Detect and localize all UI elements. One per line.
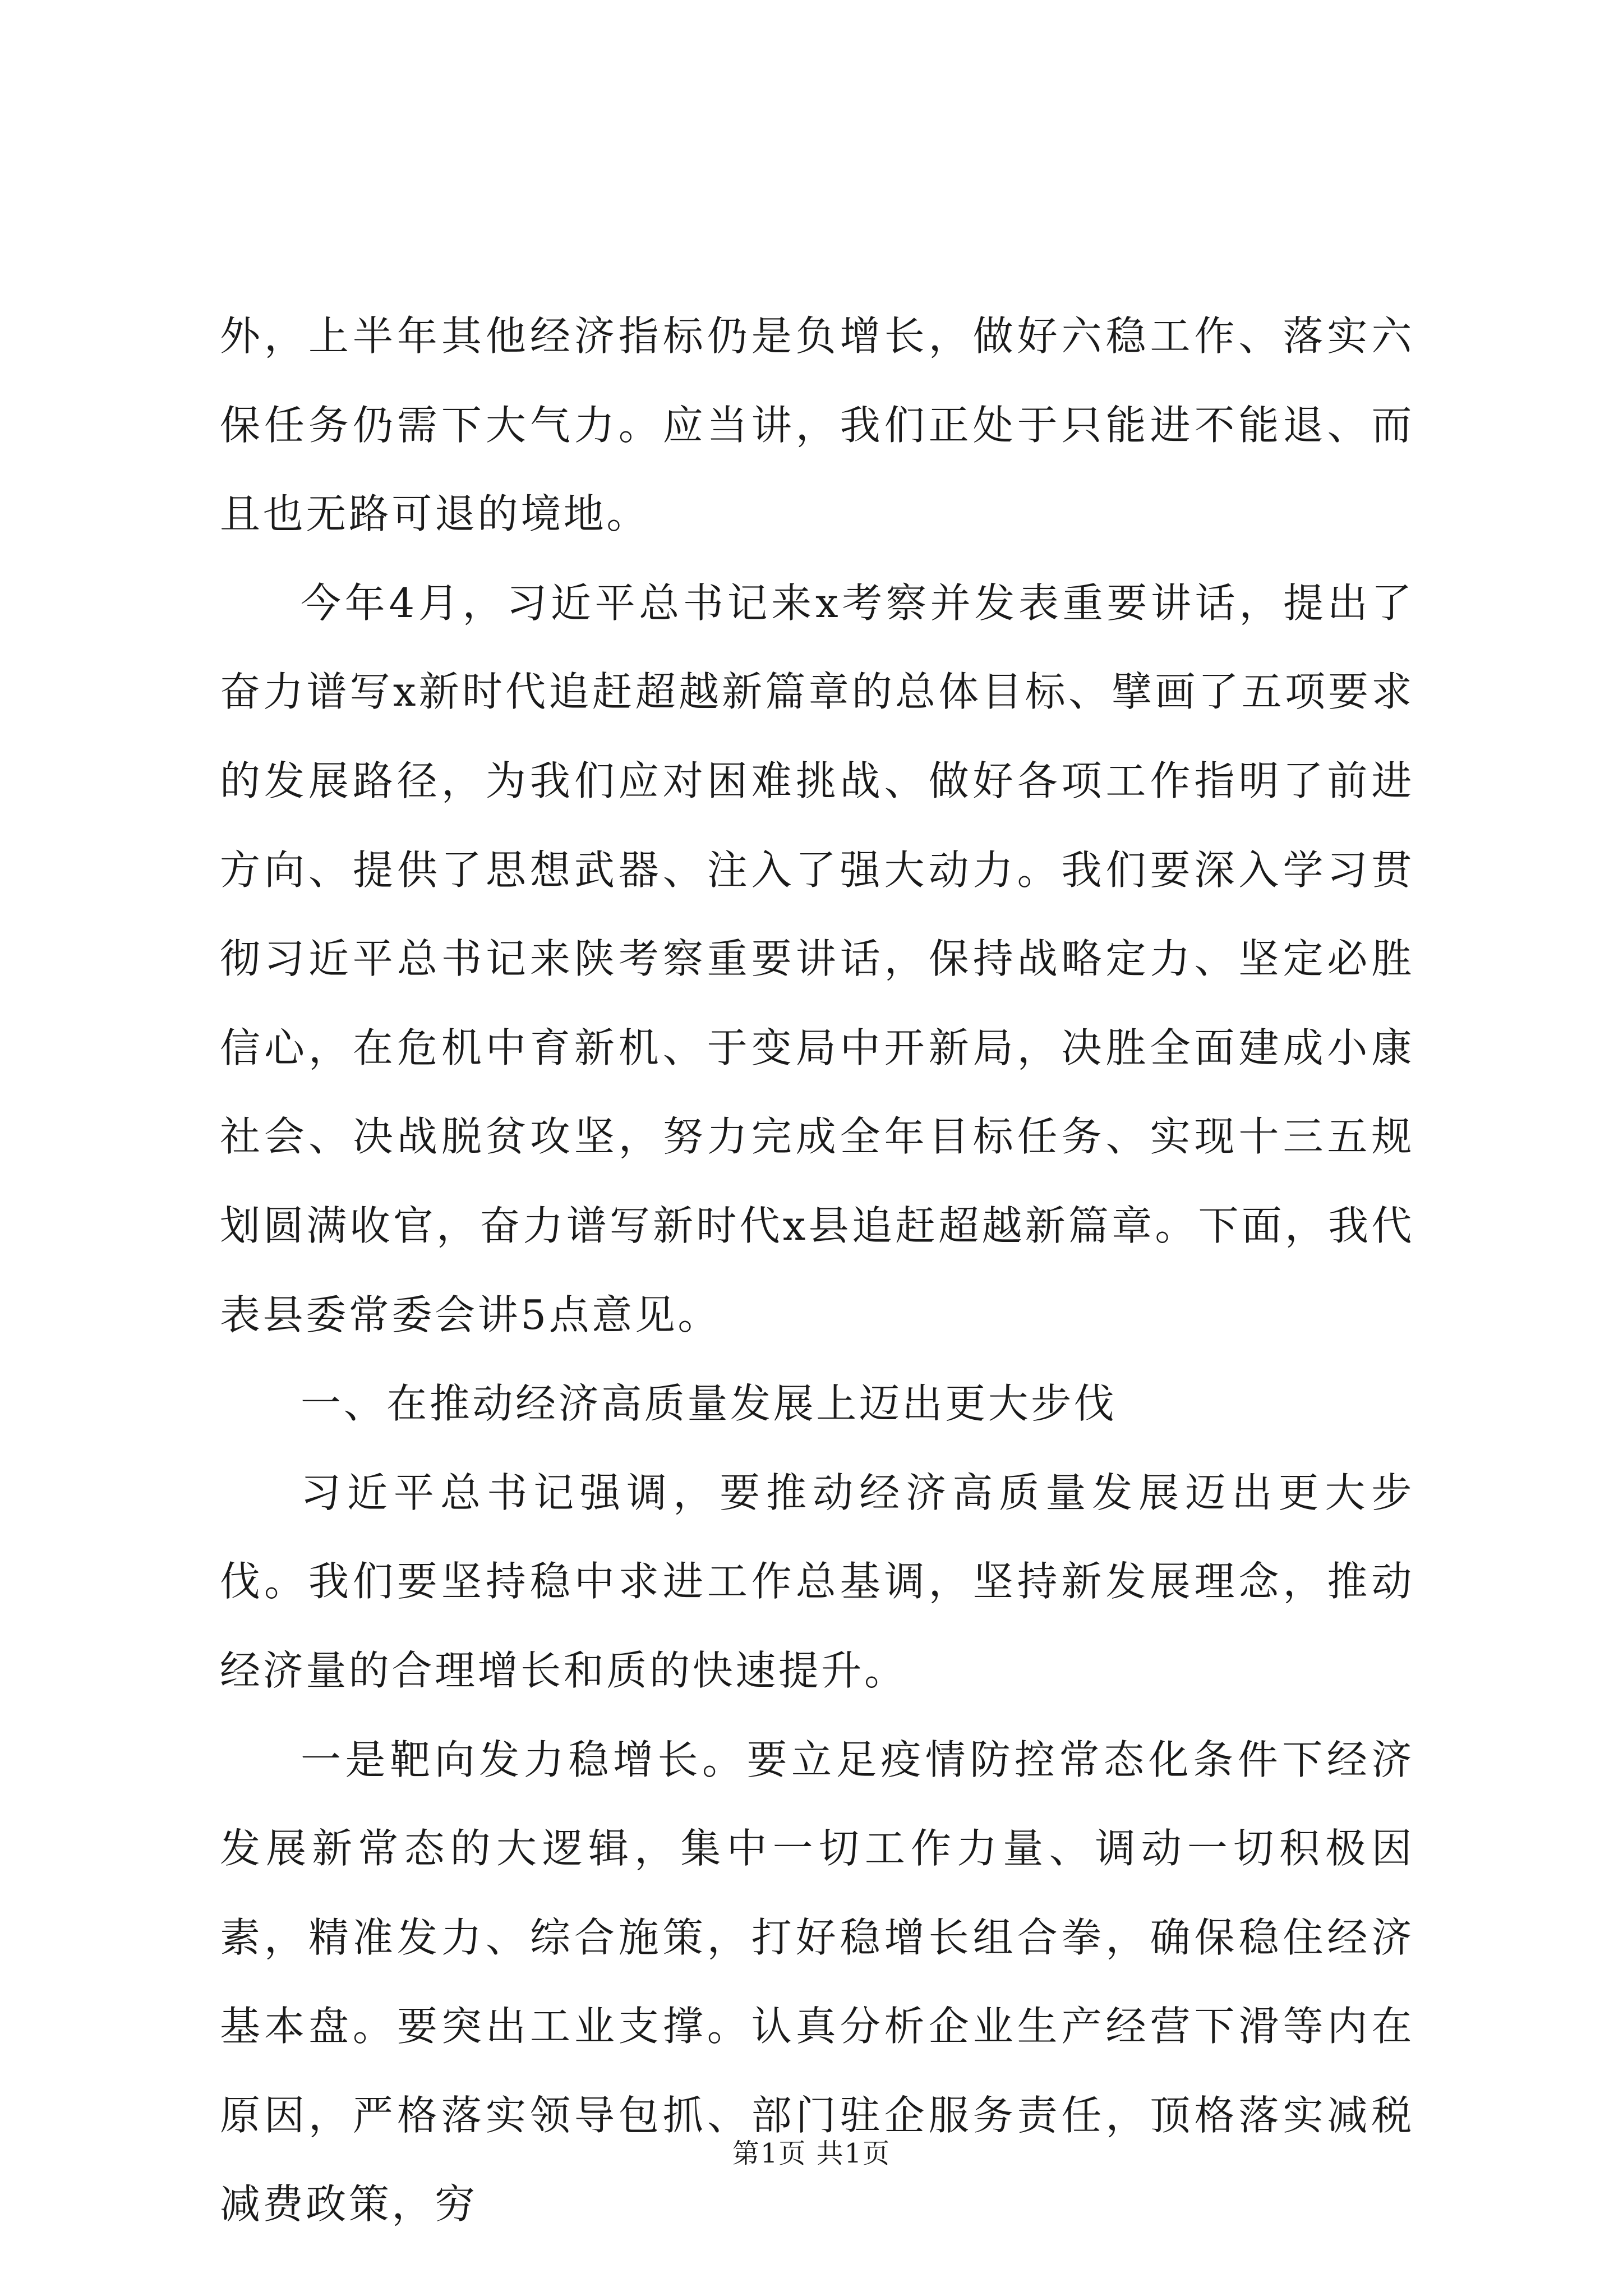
paragraph-intro: 今年4月，习近平总书记来x考察并发表重要讲话，提出了奋力谱写x新时代追赶超越新篇章的总体目标、擘画了五项要求的发展路径，为我们应对困难挑战、做好各项工作指明了前进方向、提供了思想武器、注入了强大动力。我们要深入学习贯彻习近平总书记来陕考察重要讲话，保持战略定力、坚定必胜信心，在危机中育新机、于变局中开新局，决胜全面建成小康社会、决战脱贫攻坚，努力完成全年目标任务、实现十三五规划圆满收官，奋力谱写新时代x县追赶超越新篇章。下面，我代表县委常委会讲5点意见。 (220, 579, 1414, 1338)
document-body (220, 292, 1414, 2249)
paragraph-point-one: 一是靶向发力稳增长。要立足疫情防控常态化条件下经济发展新常态的大逻辑，集中一切工作力量、调动一切积极因素，精准发力、综合施策，打好稳增长组合拳，确保稳住经济基本盘。要突出工业支撑。认真分析企业生产经营下滑等内在原因，严格落实领导包抓、部门驻企服务责任，顶格落实减税减费政策，穷 (220, 1736, 1414, 2228)
page-number-footer: 第1页 共1页 (732, 2138, 891, 2169)
section-heading: 一、在推动经济高质量发展上迈出更大步伐 (301, 1380, 1117, 1428)
paragraph-continued: 外，上半年其他经济指标仍是负增长，做好六稳工作、落实六保任务仍需下大气力。应当讲，我们正处于只能进不能退、而且也无路可退的境地。 (220, 312, 1414, 538)
paragraph-section-intro: 习近平总书记强调，要推动经济高质量发展迈出更大步伐。我们要坚持稳中求进工作总基调，坚持新发展理念，推动经济量的合理增长和质的快速提升。 (220, 1469, 1414, 1694)
